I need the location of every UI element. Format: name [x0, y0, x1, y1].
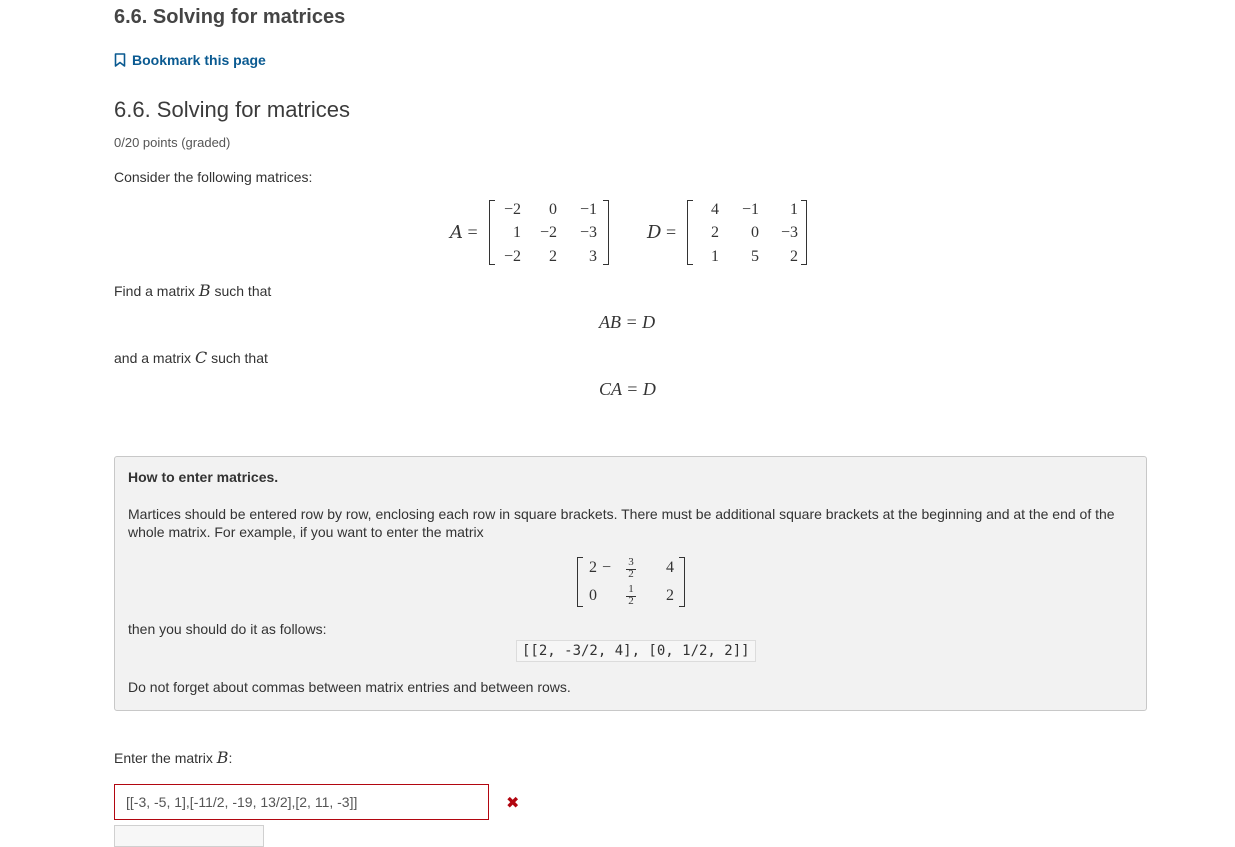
matrix-d-cell: −1 [741, 201, 759, 218]
matrix-d-cell: −3 [780, 224, 798, 241]
example-matrix [577, 557, 685, 607]
bookmark-button[interactable] [114, 52, 266, 68]
submit-button[interactable] [114, 825, 264, 847]
matrix-d-cell: 1 [790, 201, 798, 218]
matrix-d-label: D = [647, 222, 677, 243]
help-code-example: [[2, -3/2, 4], [0, 1/2, 2]] [516, 640, 756, 662]
matrix-d-cell: 0 [751, 224, 759, 241]
matrix-a-label: A = [450, 222, 478, 243]
example-cell: 2 [666, 587, 674, 604]
matrix-d-cell: 2 [790, 248, 798, 265]
points-status: 0/20 points (graded) [114, 135, 231, 150]
unit-title: 6.6. Solving for matrices [114, 6, 346, 28]
matrix-d-cell: 1 [711, 248, 719, 265]
answer-prompt: Enter the matrix B: [114, 748, 233, 767]
example-frac-den: 2 [628, 568, 634, 580]
example-frac-den: 2 [628, 595, 634, 607]
matrix-a-cell: 1 [513, 224, 521, 241]
equation-ca: CA = D [599, 379, 656, 399]
example-frac-num: 3 [628, 556, 634, 568]
matrix-d-cell: 4 [711, 201, 719, 218]
matrix-a-right-bracket [603, 200, 609, 265]
matrix-entry-help [114, 456, 1147, 711]
example-right-bracket [679, 557, 685, 607]
example-cell: 0 [589, 587, 597, 604]
incorrect-icon: ✖ [506, 795, 520, 812]
bookmark-icon [114, 53, 126, 67]
problem-title: 6.6. Solving for matrices [114, 97, 350, 122]
equation-ab: AB = D [599, 312, 656, 332]
help-note: Do not forget about commas between matrix entries and between rows. [128, 679, 571, 695]
help-title: How to enter matrices. [128, 469, 279, 485]
matrix-a-cell: −2 [503, 201, 521, 218]
example-cell: 2 [589, 559, 597, 576]
matrix-a-cell: 3 [589, 248, 597, 265]
matrix-d-cell: 5 [751, 248, 759, 265]
example-frac-num: 1 [628, 583, 634, 595]
bookmark-label: Bookmark this page [132, 52, 266, 68]
help-paragraph: Martices should be entered row by row, enclosing each row in square brackets. There must be additional square brackets at the beginning and at the end of the whole matrix. For example, if you want to enter the matrix [128, 506, 1115, 540]
matrix-d-right-bracket [801, 200, 807, 265]
matrix-a-cell: −2 [503, 248, 521, 265]
matrix-a [489, 200, 609, 266]
example-cell: 4 [666, 559, 674, 576]
find-c-text: and a matrix C such that [114, 348, 268, 367]
matrix-a-cell: −2 [539, 224, 557, 241]
matrix-d [687, 200, 807, 266]
matrix-a-cell: −3 [579, 224, 597, 241]
matrix-a-cell: 0 [549, 201, 557, 218]
matrix-d-cell: 2 [711, 224, 719, 241]
example-cell: − [601, 559, 611, 576]
help-then-text: then you should do it as follows: [128, 621, 327, 637]
matrix-b-input[interactable] [114, 784, 489, 820]
matrix-a-cell: −1 [579, 201, 597, 218]
matrix-a-cell: 2 [549, 248, 557, 265]
find-b-text: Find a matrix B such that [114, 281, 272, 300]
intro-text: Consider the following matrices: [114, 169, 313, 185]
